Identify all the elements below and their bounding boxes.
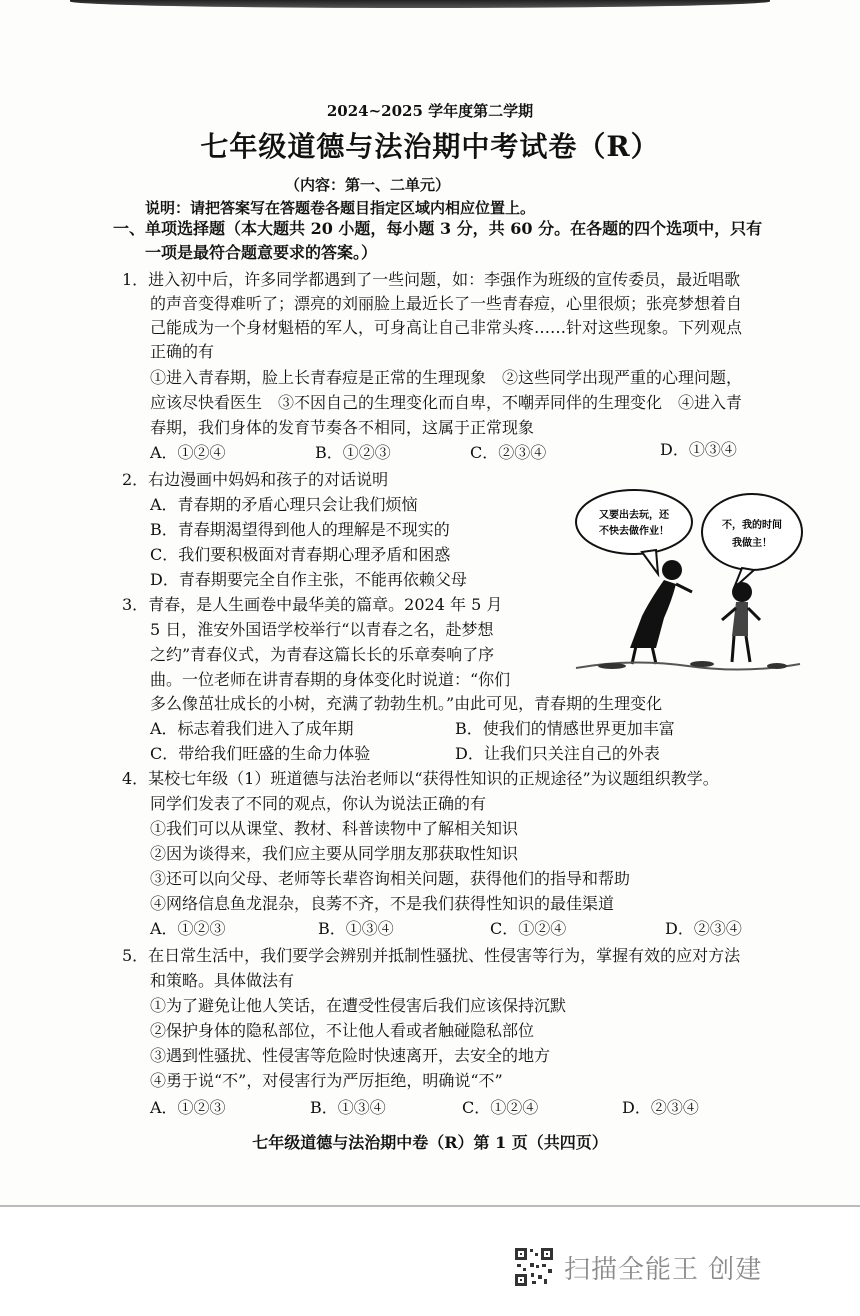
q4-option-b: B．①③④ (318, 919, 394, 938)
kid-speech-line: 不，我的时间 (722, 520, 782, 531)
q1-option-d: D．①③④ (660, 440, 737, 459)
q4-line: ②因为谈得来，我们应主要从同学朋友那获取性知识 (150, 844, 519, 863)
q1-line: 的声音变得难听了；漂亮的刘丽脸上最近长了一些青春痘，心里很烦；张亮梦想着自 (150, 294, 743, 313)
q3-option-c: C．带给我们旺盛的生命力体验 (150, 744, 371, 763)
mom-speech-line: 不快去做作业！ (599, 526, 669, 537)
watermark-text: 扫描全能王 创建 (564, 1254, 763, 1285)
exam-title: 七年级道德与法治期中考试卷（R） (200, 130, 660, 163)
q3-line: 5 日，淮安外国语学校举行“以青春之名，赴梦想 (150, 620, 494, 639)
q5-option-b: B．①③④ (310, 1098, 386, 1117)
q2-line: 2．右边漫画中妈妈和孩子的对话说明 (122, 470, 389, 489)
q3-line: 之约”青春仪式，为青春这篇长长的乐章奏响了序 (150, 645, 495, 664)
q3-line: 曲。一位老师在讲青春期的身体变化时说道：“你们 (150, 670, 511, 689)
q4-line: 同学们发表了不同的观点，你认为说法正确的有 (150, 794, 487, 813)
q1-option-b: B．①②③ (315, 443, 391, 462)
section-heading: 一、单项选择题（本大题共 20 小题，每小题 3 分，共 60 分。在各题的四个选项中，只有 (113, 219, 763, 238)
q3-line: 多么像茁壮成长的小树，充满了勃勃生机。”由此可见，青春期的生理变化 (150, 694, 663, 713)
q5-line: 5．在日常生活中，我们要学会辨别并抵制性骚扰、性侵害等行为，掌握有效的应对方法 (122, 946, 741, 965)
q5-line: 和策略。具体做法有 (150, 971, 295, 990)
q5-line: ③遇到性骚扰、性侵害等危险时快速离开，去安全的地方 (150, 1046, 551, 1065)
q5-line: ①为了避免让他人笑话，在遭受性侵害后我们应该保持沉默 (150, 996, 567, 1015)
exam-term: 2024~2025 学年度第二学期 (326, 102, 534, 120)
q1-line: 1．进入初中后，许多同学都遇到了一些问题，如：李强作为班级的宣传委员，最近唱歌 (122, 270, 741, 289)
page-bottom-edge (0, 1205, 860, 1207)
section-heading-cont: 一项是最符合题意要求的答案。） (145, 243, 378, 262)
q3-option-d: D．让我们只关注自己的外表 (455, 744, 660, 763)
q3-line: 3．青春，是人生画卷中最华美的篇章。2024 年 5 月 (122, 595, 503, 614)
q4-option-d: D．②③④ (665, 919, 742, 938)
q4-line: ④网络信息鱼龙混杂，良莠不齐，不是我们获得性知识的最佳渠道 (150, 894, 615, 913)
mother-child-cartoon (572, 488, 804, 674)
q2-option-c: C．我们要积极面对青春期心理矛盾和困惑 (150, 545, 451, 564)
exam-note: 说明：请把答案写在答题卷各题目指定区域内相应位置上。 (145, 199, 536, 217)
kid-speech-line: 我做主！ (732, 538, 772, 549)
q3-option-a: A．标志着我们进入了成年期 (150, 719, 354, 738)
q5-option-c: C．①②④ (462, 1098, 539, 1117)
child-figure (732, 582, 752, 602)
scanner-watermark (514, 1245, 762, 1289)
scan-edge (70, 0, 770, 8)
q4-option-c: C．①②④ (490, 919, 567, 938)
q4-line: ③还可以向父母、老师等长辈咨询相关问题，获得他们的指导和帮助 (150, 869, 631, 888)
q5-option-d: D．②③④ (622, 1098, 699, 1117)
q5-line: ④勇于说“不”，对侵害行为严厉拒绝，明确说“不” (150, 1071, 503, 1090)
q4-line: 4．某校七年级（1）班道德与法治老师以“获得性知识的正规途径”为议题组织教学。 (122, 769, 719, 788)
q5-option-a: A．①②③ (150, 1098, 226, 1117)
q2-option-b: B．青春期渴望得到他人的理解是不现实的 (150, 520, 450, 539)
q4-line: ①我们可以从课堂、教材、科普读物中了解相关知识 (150, 819, 519, 838)
page-footer: 七年级道德与法治期中卷（R）第 1 页（共四页） (252, 1133, 608, 1152)
q1-line: ①进入青春期，脸上长青春痘是正常的生理现象 ②这些同学出现严重的心理问题， (150, 368, 743, 387)
q5-line: ②保护身体的隐私部位，不让他人看或者触碰隐私部位 (150, 1021, 535, 1040)
mom-speech-line: 又要出去玩，还 (599, 510, 669, 521)
qr-code-icon (514, 1247, 554, 1287)
q2-option-a: A．青春期的矛盾心理只会让我们烦恼 (150, 495, 418, 514)
q2-option-d: D．青春期要完全自作主张，不能再依赖父母 (150, 570, 467, 589)
q1-line: 正确的有 (150, 342, 215, 361)
q1-option-c: C．②③④ (470, 443, 547, 462)
exam-scope: （内容：第一、二单元） (285, 176, 451, 194)
q1-line: 己能成为一个身材魁梧的军人，可身高让自己非常头疼……针对这些现象。下列观点 (150, 318, 743, 337)
q1-line: 春期，我们身体的发育节奏各不相同，这属于正常现象 (150, 418, 535, 437)
mother-figure (662, 560, 682, 580)
q1-line: 应该尽快看医生 ③不因自己的生理变化而自卑，不嘲弄同伴的生理变化 ④进入青 (150, 393, 743, 412)
q3-option-b: B．使我们的情感世界更加丰富 (455, 719, 675, 738)
q4-option-a: A．①②③ (150, 919, 226, 938)
q1-option-a: A．①②④ (150, 443, 226, 462)
